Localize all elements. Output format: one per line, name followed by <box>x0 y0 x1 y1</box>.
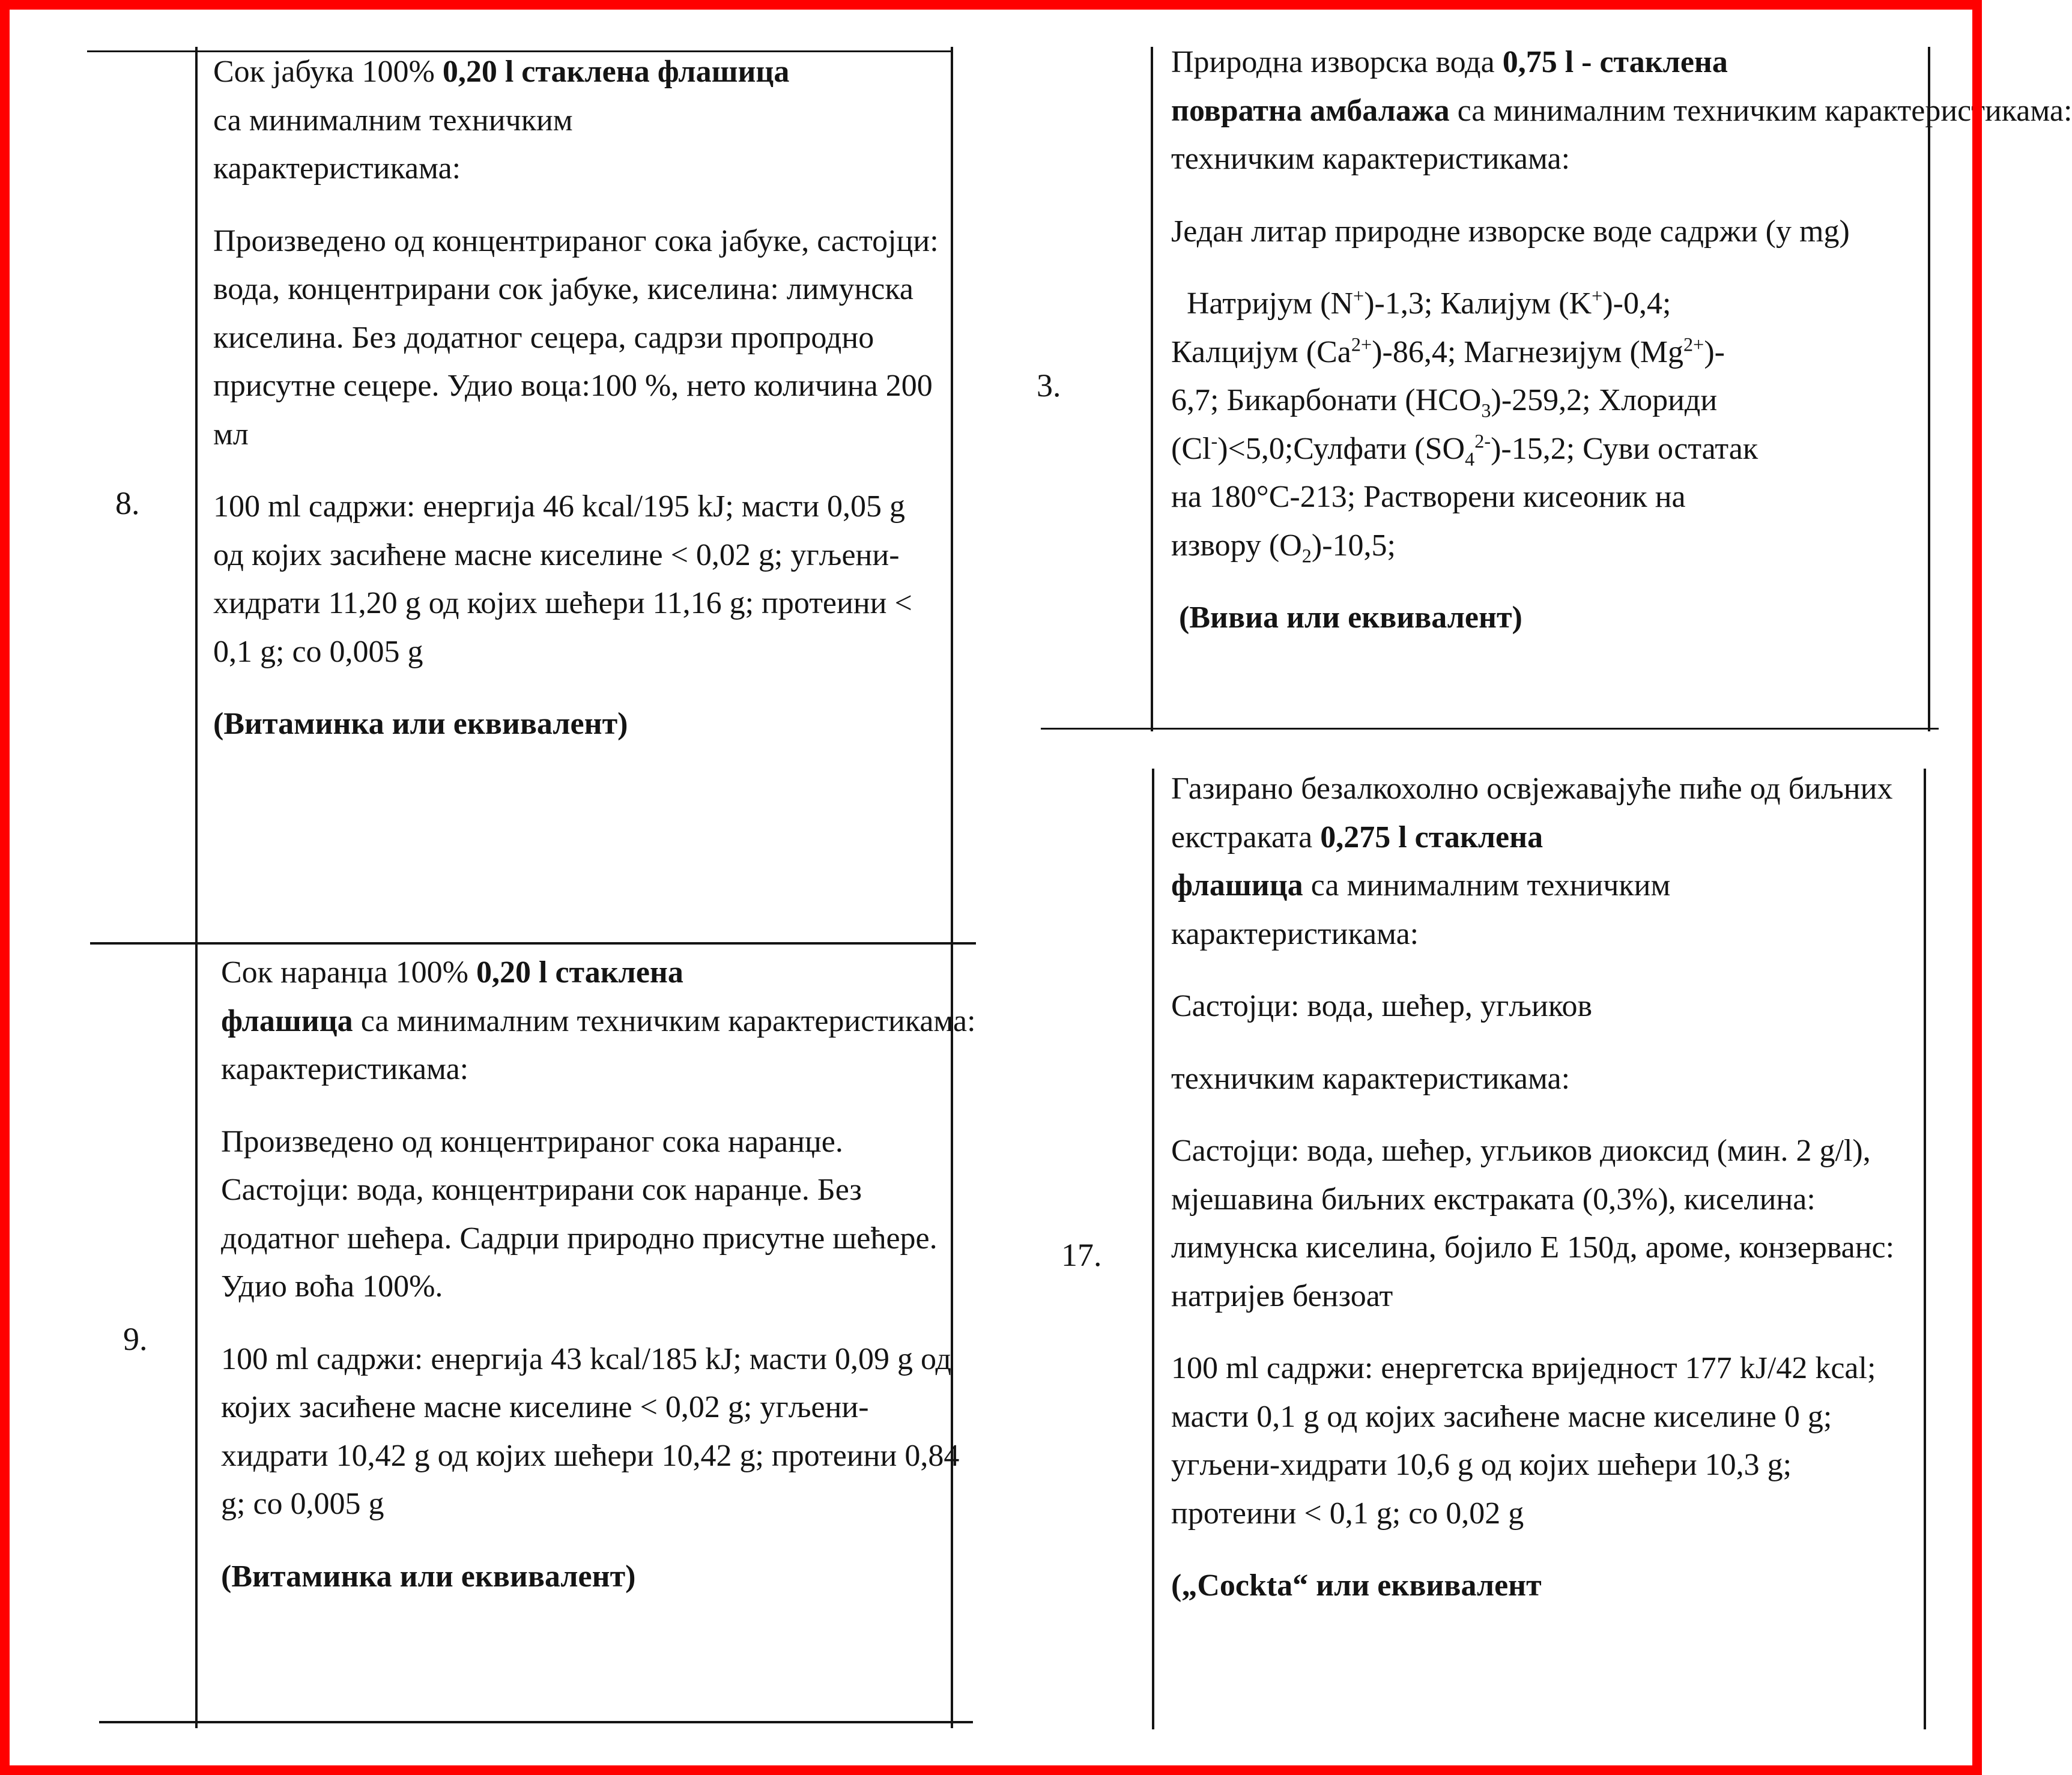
item-number: 9. <box>123 1321 148 1357</box>
table-border-right-right-bottom <box>1924 769 1926 1729</box>
item-title: Сок јабука 100% 0,20 l стаклена флашица <box>213 55 790 89</box>
item-title-line2: повратна амбалажа са минималним техничким карактеристикама: <box>1171 93 2072 128</box>
item-brand: (Витаминка или еквивалент) <box>213 707 628 741</box>
item-title: Сок наранџа 100% 0,20 l стаклена <box>221 955 683 990</box>
item-intro: Један литар природне изворске воде садржи (у mg) <box>1171 214 1850 249</box>
item-composition: Произведено од концентрираног сока наранџе. Састојци: вода, концентрирани сок наранџе. Без додатног шећера. Садрџи природно присутне шећере. Удио воћа 100%. <box>221 1124 938 1304</box>
item-number: 17. <box>1061 1237 1102 1273</box>
item-number: 3. <box>1037 367 1061 404</box>
row-divider-left <box>90 942 976 945</box>
item-composition: Састојци: вода, шећер, угљиков диоксид (мин. 2 g/l), мјешавина биљних екстраката (0,3%), киселина: лимунска киселина, бојило Е 150д, ароме, конзерванс: натријев бензоат <box>1171 1134 1895 1313</box>
item-title-line2: флашица са минималним техничким карактеристикама: <box>221 1003 976 1038</box>
item-description <box>221 949 976 1601</box>
item-nutrition: 100 ml садржи: енергија 43 kcal/185 kJ; масти 0,09 g од којих засићене масне киселине < 0,02 g; угљени-хидрати 10,42 g од којих шећери 10,42 g; протеини 0,84 g; со 0,005 g <box>221 1341 960 1521</box>
column-divider-left <box>195 47 198 1728</box>
row-divider-right <box>1041 728 1939 730</box>
item-description <box>1171 38 2072 643</box>
item-title-line3: техничким карактеристикама: <box>1171 142 1571 176</box>
item-title-line3: карактеристикама: <box>221 1052 469 1086</box>
item-brand: (Витаминка или еквивалент) <box>221 1559 636 1594</box>
item-brand: („Cockta“ или еквивалент <box>1171 1568 1542 1603</box>
table-border-bottom-left <box>99 1721 973 1723</box>
item-nutrition: 100 ml садржи: енергија 46 kcal/195 kJ; масти 0,05 g од којих засићене масне киселине < 0,02 g; угљени-хидрати 11,20 g од којих шећери 11,16 g; протеини < 0,1 g; со 0,005 g <box>213 489 912 669</box>
item-title: Природна изворска вода 0,75 l - стаклена <box>1171 45 1728 79</box>
item-number: 8. <box>115 485 140 521</box>
item-brand: (Вивиа или еквивалент) <box>1179 600 1522 635</box>
item-description <box>1171 765 1922 1610</box>
column-divider-right-bottom <box>1152 769 1154 1729</box>
item-title-line2: флашица са минималним техничким карактеристикама: <box>1171 868 1671 951</box>
item-composition: Произведено од концентрираног сока јабуке, састојци: вода, концентрирани сок јабуке, киселина: лимунска киселина. Без додатног сецера, садрзи пропродно присутне сецере. Удио воца:100 %, нето количина 200 мл <box>213 223 939 452</box>
item-minerals: Натријум (N+)-1,3; Калијум (K+)-0,4; Калцијум $(Ca^{2+})-86,4$; Магнезијум $(Mg^{2+})-$ 6,7; Бикарбонати $(HCO_3)-259,2$; Хлориди (Cl-)<5,0;Сулфати $(SO_4^{2-})-15,2$; Суви остатак на 180°C-213; Растворени кисеоник на извору $(O_2)-10,5$; <box>1171 285 1758 566</box>
item-ingredients-short: Састојци: вода, шећер, угљиков <box>1171 989 1593 1023</box>
item-nutrition: 100 ml садржи: енергетска вриједност 177 kJ/42 kcal; масти 0,1 g од којих засићене масне киселине 0 g; угљени-хидрати 10,6 g од којих шећери 10,3 g; протеини < 0,1 g; со 0,02 g <box>1171 1351 1876 1531</box>
item-description <box>213 48 946 749</box>
column-divider-right <box>1151 47 1153 731</box>
item-tech-line: техничким карактеристикама: <box>1171 1061 1571 1096</box>
item-title: Газирано безалкохолно освјежавајуће пиће од биљних екстраката 0,275 l стаклена <box>1171 772 1893 854</box>
item-title-suffix: са минималним техничким карактеристикама: <box>213 103 573 186</box>
